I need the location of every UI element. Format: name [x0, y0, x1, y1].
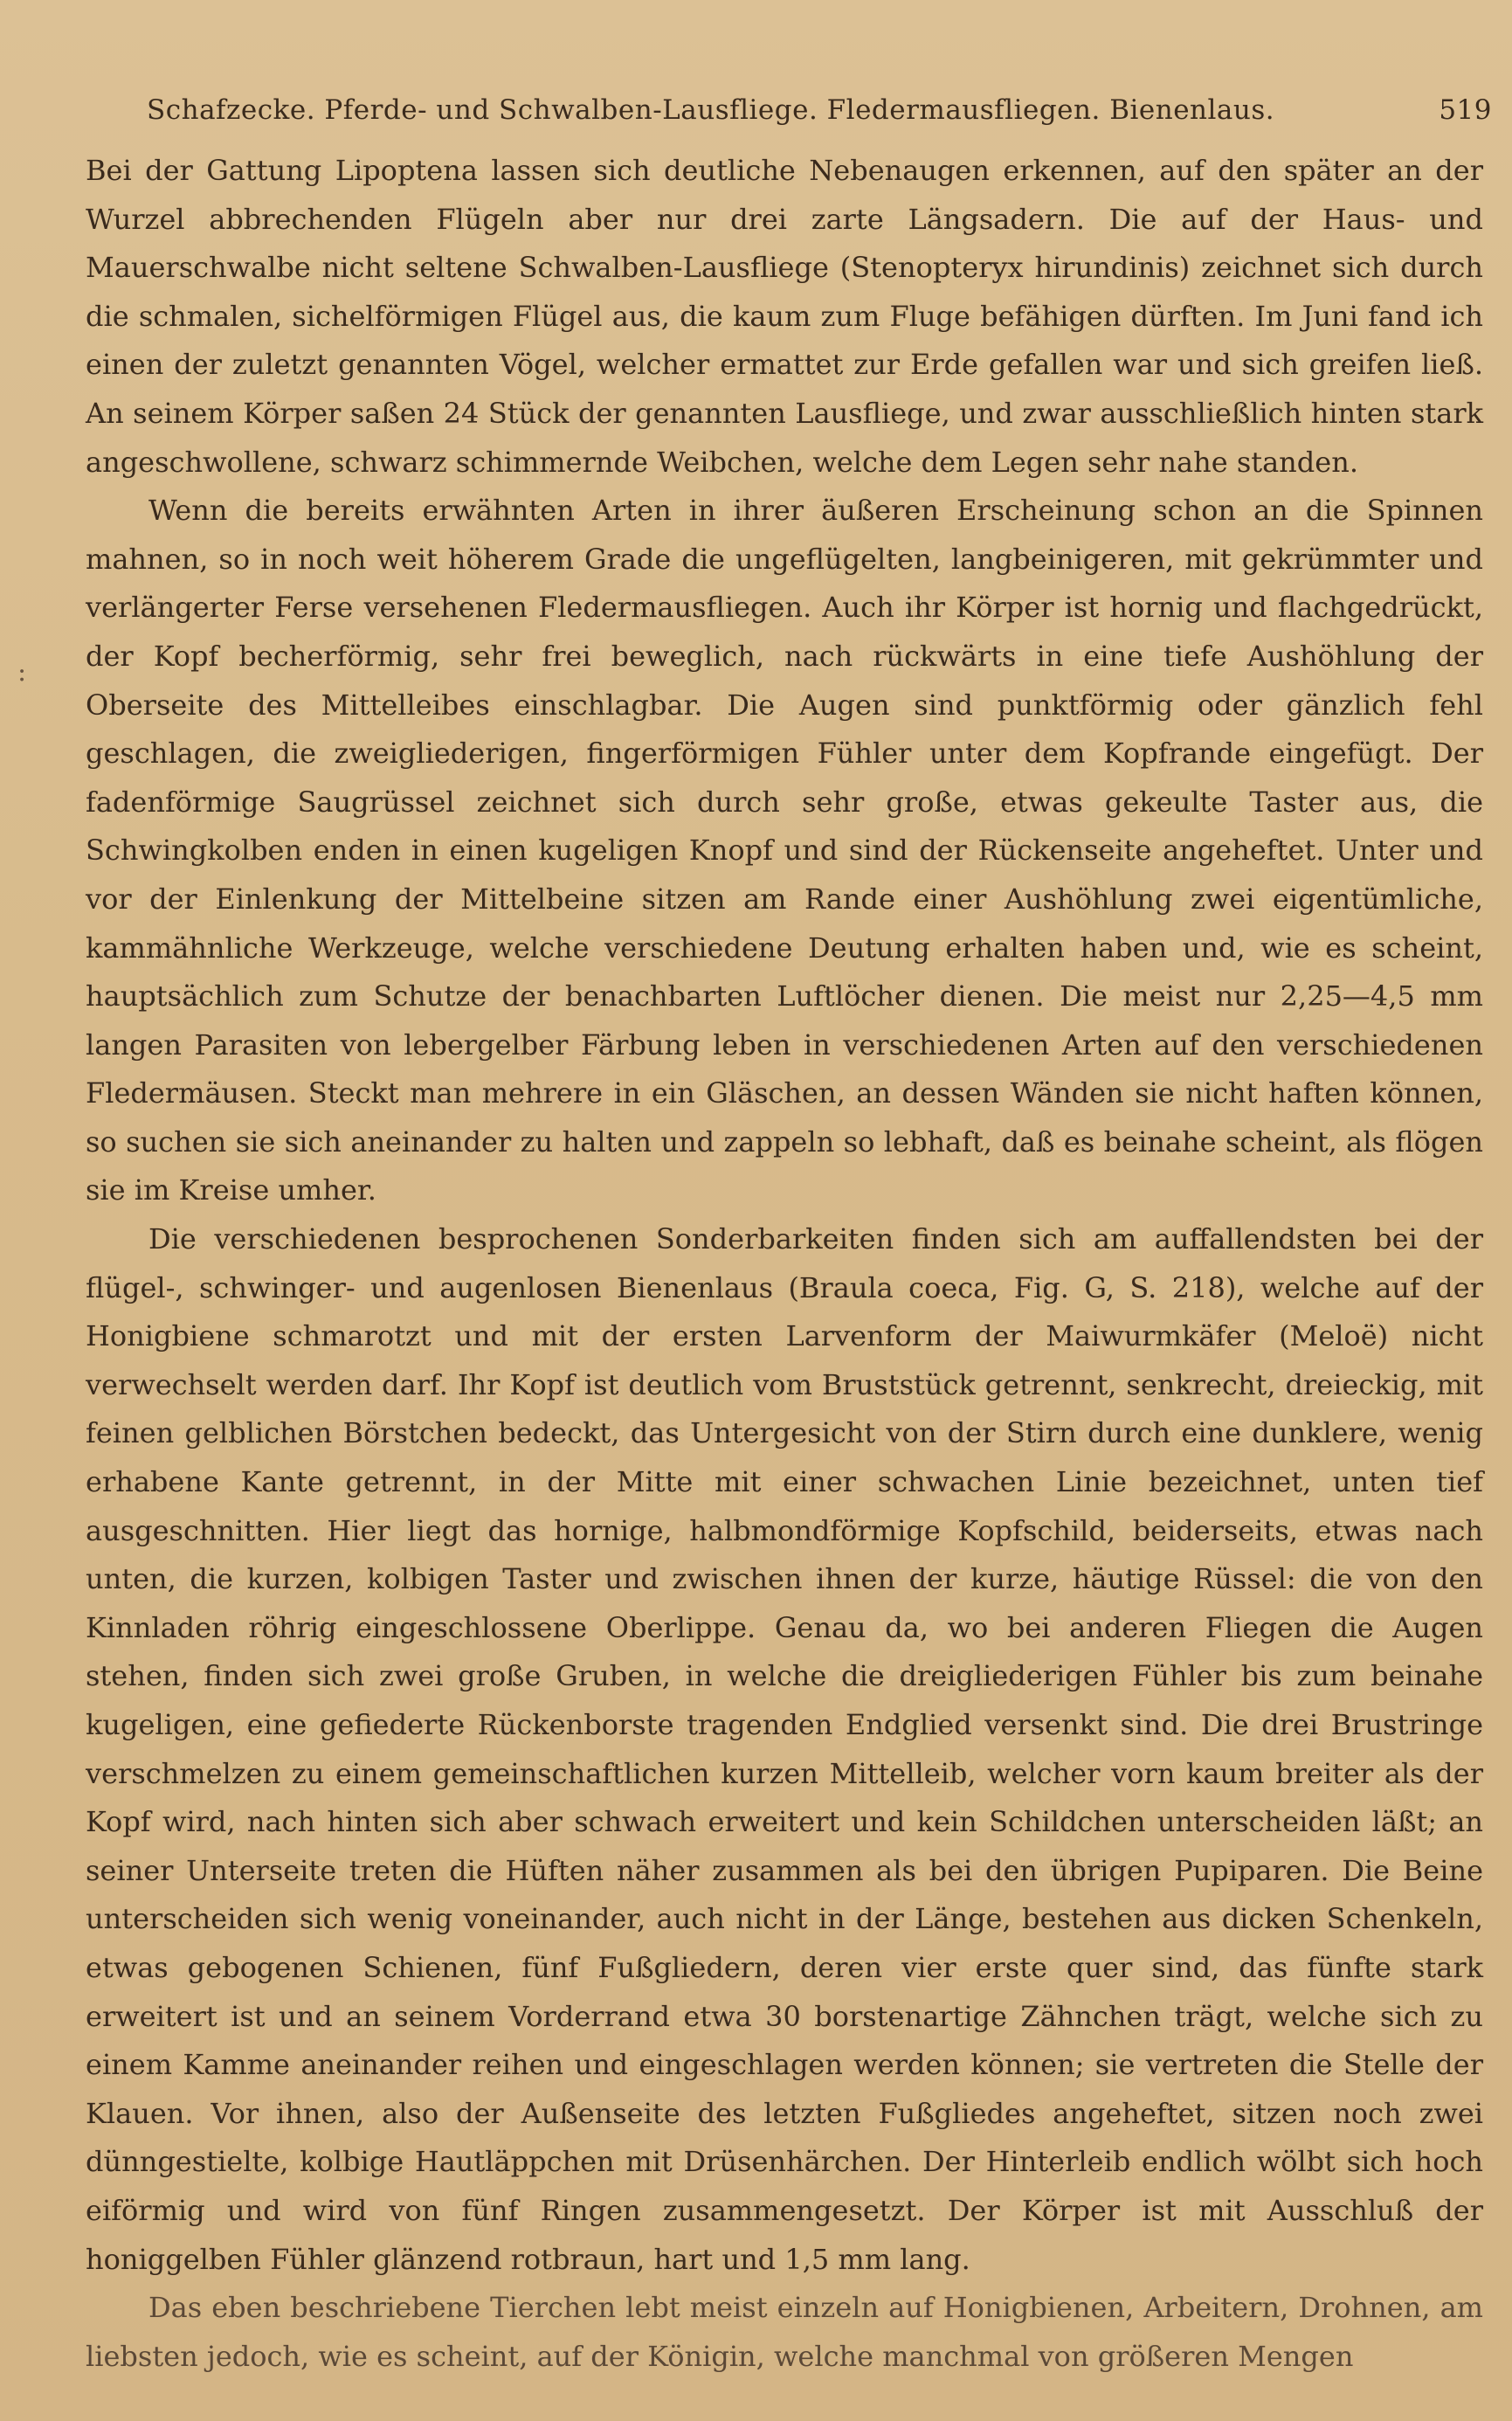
page-number: 519	[1439, 94, 1492, 126]
paragraph-lipoptena: Bei der Gattung Lipoptena lassen sich deutliche Nebenaugen erkennen, auf den später an der Wurzel abbrechenden Flügeln aber nur drei zarte Längsadern. Die auf der Haus- und Mauerschwalbe nicht seltene Schwalben-Lausfliege (Stenopteryx hirundinis) zeichnet sich durch die schmalen, sichelförmigen Flügel aus, die kaum zum Fluge befähigen dürften. Im Juni fand ich einen der zuletzt genannten Vögel, welcher ermattet zur Erde gefallen war und sich greifen ließ. An seinem Körper saßen 24 Stück der genannten Lausfliege, und zwar ausschließlich hinten stark angeschwollene, schwarz schimmernde Weibchen, welche dem Legen sehr nahe standen.	[86, 154, 1483, 479]
paragraph-bienenlaus: Die verschiedenen besprochenen Sonderbarkeiten finden sich am auffallendsten bei der flügel-, schwinger- und augenlosen Bienenlaus (Braula coeca, Fig. G, S. 218), welche auf der Honigbiene schmarotzt und mit der ersten Larvenform der Maiwurmkäfer (Meloë) nicht verwechselt werden darf. Ihr Kopf ist deutlich vom Bruststück getrennt, senkrecht, dreieckig, mit feinen gelblichen Börstchen bedeckt, das Untergesicht von der Stirn durch eine dunklere, wenig erhabene Kante getrennt, in der Mitte mit einer schwachen Linie bezeichnet, unten tief ausgeschnitten. Hier liegt das hornige, halbmondförmige Kopfschild, beiderseits, etwas nach unten, die kurzen, kolbigen Taster und zwischen ihnen der kurze, häutige Rüssel: die von den Kinnladen röhrig eingeschlossene Oberlippe. Genau da, wo bei anderen Fliegen die Augen stehen, finden sich zwei große Gruben, in welche die dreigliederigen Fühler bis zum beinahe kugeligen, eine gefiederte Rückenborste tragenden Endglied versenkt sind. Die drei Brustringe verschmelzen zu einem gemeinschaftlichen kurzen Mittelleib, welcher vorn kaum breiter als der Kopf wird, nach hinten sich aber schwach erweitert und kein Schildchen unterscheiden läßt; an seiner Unterseite treten die Hüften näher zusammen als bei den übrigen Pupiparen. Die Beine unterscheiden sich wenig voneinander, auch nicht in der Länge, bestehen aus dicken Schenkeln, etwas gebogenen Schienen, fünf Fußgliedern, deren vier erste quer sind, das fünfte stark erweitert ist und an seinem Vorderrand etwa 30 borstenartige Zähnchen trägt, welche sich zu einem Kamme aneinander reihen und eingeschlagen werden können; sie vertreten die Stelle der Klauen. Vor ihnen, also der Außenseite des letzten Fußgliedes angeheftet, sitzen noch zwei dünngestielte, kolbige Hautläppchen mit Drüsenhärchen. Der Hinterleib endlich wölbt sich hoch eiförmig und wird von fünf Ringen zusammengesetzt. Der Körper ist mit Ausschluß der honiggelben Fühler glänzend rotbraun, hart und 1,5 mm lang.	[86, 1222, 1483, 2276]
margin-mark: :	[17, 657, 27, 688]
running-head-title: Schafzecke. Pferde- und Schwalben-Lausfliege. Fledermausfliegen. Bienenlaus.	[147, 94, 1275, 126]
paragraph-lebensweise: Das eben beschriebene Tierchen lebt meist einzeln auf Honigbienen, Arbeitern, Drohnen, am liebsten jedoch, wie es scheint, auf der Königin, welche manchmal von größeren Mengen	[86, 2291, 1483, 2373]
body-text	[86, 147, 1483, 2381]
running-head	[147, 84, 1492, 136]
paragraph-fledermausfliegen: Wenn die bereits erwähnten Arten in ihrer äußeren Erscheinung schon an die Spinnen mahnen, so in noch weit höherem Grade die ungeflügelten, langbeinigeren, mit gekrümmter und verlängerter Ferse versehenen Fledermausfliegen. Auch ihr Körper ist hornig und flachgedrückt, der Kopf becherförmig, sehr frei beweglich, nach rückwärts in eine tiefe Aushöhlung der Oberseite des Mittelleibes einschlagbar. Die Augen sind punktförmig oder gänzlich fehl geschlagen, die zweigliederigen, fingerförmigen Fühler unter dem Kopfrande eingefügt. Der fadenförmige Saugrüssel zeichnet sich durch sehr große, etwas gekeulte Taster aus, die Schwingkolben enden in einen kugeligen Knopf und sind der Rückenseite angeheftet. Unter und vor der Einlenkung der Mittelbeine sitzen am Rande einer Aushöhlung zwei eigentümliche, kammähnliche Werkzeuge, welche verschiedene Deutung erhalten haben und, wie es scheint, hauptsächlich zum Schutze der benachbarten Luftlöcher dienen. Die meist nur 2,25—4,5 mm langen Parasiten von lebergelber Färbung leben in verschiedenen Arten auf den verschiedenen Fledermäusen. Steckt man mehrere in ein Gläschen, an dessen Wänden sie nicht haften können, so suchen sie sich aneinander zu halten und zappeln so lebhaft, daß es beinahe scheint, als flögen sie im Kreise umher.	[86, 494, 1483, 1207]
